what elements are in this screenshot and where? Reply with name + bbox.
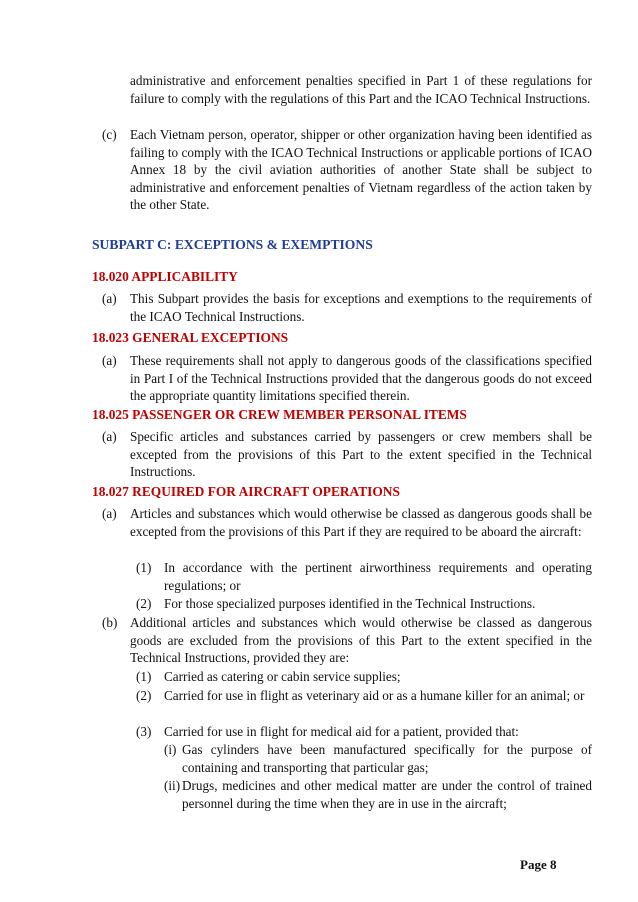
para-c-marker: (c) xyxy=(102,127,117,142)
section-heading-18-020: 18.020 APPLICABILITY xyxy=(92,269,238,284)
18-027-bi-marker: (i) xyxy=(164,742,177,757)
18-027-bii-text: Drugs, medicines and other medical matter are under the control of trained personnel during the time when they are in use in the aircraft; xyxy=(182,778,592,811)
18-027-b3-marker: (3) xyxy=(136,724,152,739)
18-020-a-text: This Subpart provides the basis for exceptions and exemptions to the requirements of the ICAO Technical Instructions. xyxy=(130,291,592,324)
18-027-b2-text: Carried for use in flight as veterinary aid or as a humane killer for an animal; or xyxy=(164,688,585,703)
section-heading-18-027: 18.027 REQUIRED FOR AIRCRAFT OPERATIONS xyxy=(92,484,400,499)
18-023-a-text: These requirements shall not apply to dangerous goods of the classifications specified in Part I of the Technical Instructions provided that the dangerous goods do not exceed the appropriate quantity limitations specified therein. xyxy=(130,353,592,404)
18-027-a1-marker: (1) xyxy=(136,560,152,575)
18-027-b-text: Additional articles and substances which would otherwise be classed as dangerous goods are excluded from the provisions of this Part to the extent specified in the Technical Instructions, provided they are: xyxy=(130,615,592,666)
para-c-text: Each Vietnam person, operator, shipper or other organization having been identified as failing to comply with the ICAO Technical Instructions or applicable portions of ICAO Annex 18 by the civil aviation authorities of another State shall be subject to administrative and enforcement penalties of Vietnam regardless of the action taken by the other State. xyxy=(130,127,592,213)
18-027-bi-text: Gas cylinders have been manufactured specifically for the purpose of containing and transporting that particular gas; xyxy=(182,742,592,775)
section-heading-18-025: 18.025 PASSENGER OR CREW MEMBER PERSONAL ITEMS xyxy=(92,407,467,422)
18-027-a2-marker: (2) xyxy=(136,596,152,611)
subpart-heading: SUBPART C: EXCEPTIONS & EXEMPTIONS xyxy=(92,237,373,252)
18-027-bii-marker: (ii) xyxy=(164,778,181,793)
18-027-b1-marker: (1) xyxy=(136,669,152,684)
18-020-a-marker: (a) xyxy=(102,291,117,306)
18-027-b-marker: (b) xyxy=(102,615,118,630)
18-027-b3-text: Carried for use in flight for medical aid for a patient, provided that: xyxy=(164,724,519,739)
continued-paragraph: administrative and enforcement penalties specified in Part 1 of these regulations for failure to comply with the regulations of this Part and the ICAO Technical Instructions. xyxy=(130,73,592,106)
18-027-b2-marker: (2) xyxy=(136,688,152,703)
18-027-b1-text: Carried as catering or cabin service supplies; xyxy=(164,669,401,684)
page-number: Page 8 xyxy=(520,857,557,872)
18-025-a-text: Specific articles and substances carried by passengers or crew members shall be excepted from the provisions of this Part to the extent specified in the Technical Instructions. xyxy=(130,429,592,480)
18-023-a-marker: (a) xyxy=(102,353,117,368)
18-027-a2-text: For those specialized purposes identified in the Technical Instructions. xyxy=(164,596,536,611)
section-heading-18-023: 18.023 GENERAL EXCEPTIONS xyxy=(92,330,289,345)
18-025-a-marker: (a) xyxy=(102,429,117,444)
18-027-a-text: Articles and substances which would otherwise be classed as dangerous goods shall be excepted from the provisions of this Part if they are required to be aboard the aircraft: xyxy=(130,506,592,539)
18-027-a-marker: (a) xyxy=(102,506,117,521)
18-027-a1-text: In accordance with the pertinent airworthiness requirements and operating regulations; or xyxy=(164,560,592,593)
